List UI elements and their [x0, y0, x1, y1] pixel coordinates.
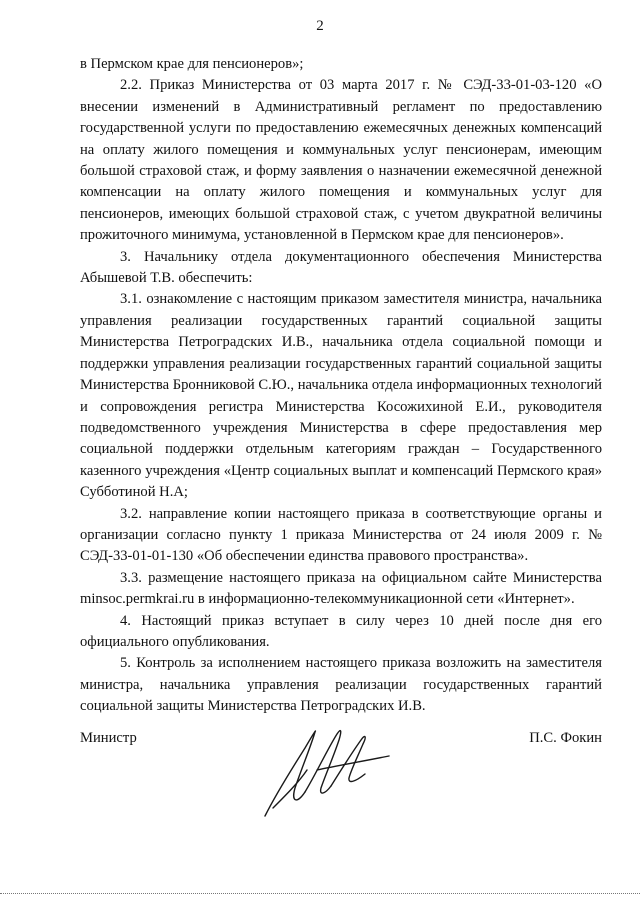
page-bottom-edge — [0, 893, 640, 894]
document-body — [80, 54, 602, 718]
paragraph-3-3: 3.3. размещение настоящего приказа на официальном сайте Министерства minsoc.permkrai.ru в информационно-телекоммуникационной сети «Интернет». — [80, 569, 602, 608]
page-number: 2 — [316, 18, 324, 34]
paragraph-4: 4. Настоящий приказ вступает в силу через 10 дней после дня его официального опубликования. — [80, 612, 602, 650]
signature-block — [80, 730, 602, 850]
signatory-name: П.С. Фокин — [529, 730, 602, 746]
paragraph-3-2: 3.2. направление копии настоящего приказа в соответствующие органы и организации согласно пункту 1 приказа Министерства от 24 июля 2009 г. № СЭД-33-01-01-130 «Об обеспечении единства правового пространства». — [80, 505, 602, 565]
paragraph-3-1: 3.1. ознакомление с настоящим приказом заместителя министра, начальника управления реализации государственных гарантий социальной защиты Министерства Петроградских И.В., начальника отдела социальной помощи и поддержки управления реализации государственных гарантий социальной защиты Министерства Бронниковой С.Ю., начальника отдела информационных технологий и сопровождения регистра Министерства Косожихиной Е.И., руководителя подведомственного учреждения Министерства в сфере предоставления мер социальной поддержки отдельным категориям граждан – Государственного казенного учреждения «Центр социальных выплат и компенсаций Пермского края» Субботиной Н.А; — [80, 291, 602, 501]
paragraph-2-2: 2.2. Приказ Министерства от 03 марта 2017 г. № СЭД-33-01-03-120 «О внесении изменений в Административный регламент по предоставлению государственной услуги по предоставлению ежемесячных денежных компенсаций на оплату жилого помещения и коммунальных услуг пенсионерам, имеющим большой страховой стаж, и форму заявления о назначении ежемесячной денежной компенсации на оплату жилого помещения и коммунальных услуг для пенсионеров, имеющих большой страховой стаж, с учетом двукратной величины прожиточного минимума, установленной в Пермском крае для пенсионеров». — [80, 77, 602, 244]
signatory-position: Министр — [80, 730, 137, 746]
handwritten-signature-icon — [255, 712, 395, 822]
paragraph-3: 3. Начальнику отдела документационного обеспечения Министерства Абышевой Т.В. обеспечить: — [80, 248, 602, 287]
paragraph-5: 5. Контроль за исполнением настоящего приказа возложить на заместителя министра, начальника управления реализации государственных гарантий социальной защиты Министерства Петроградских И.В. — [80, 655, 602, 715]
paragraph-continuation: в Пермском крае для пенсионеров»; — [80, 56, 304, 72]
